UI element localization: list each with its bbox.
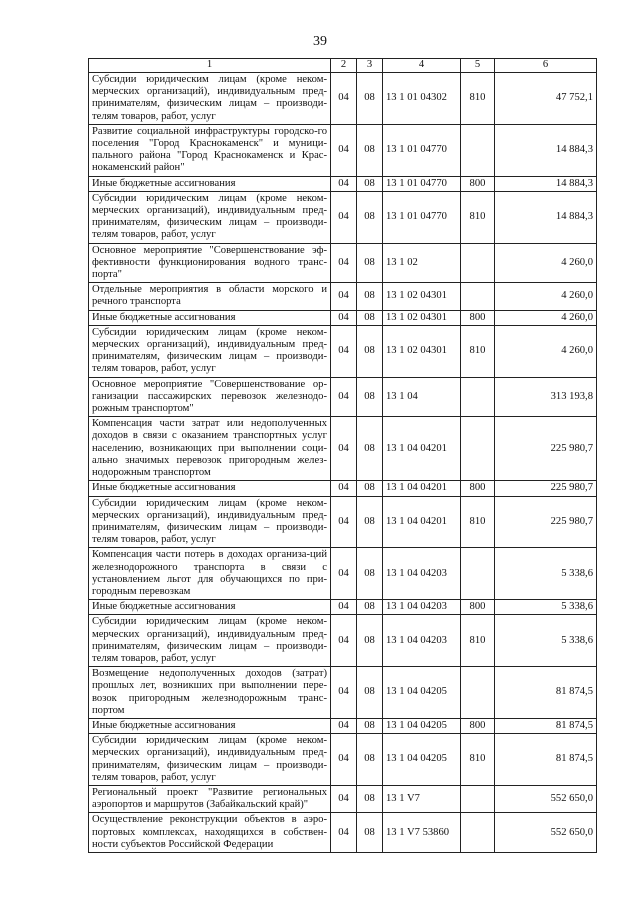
row-subsection: 08 — [357, 785, 383, 812]
row-section: 04 — [331, 481, 357, 496]
row-code: 13 1 04 04203 — [383, 615, 461, 667]
row-code: 13 1 04 — [383, 377, 461, 417]
row-amount: 81 874,5 — [495, 667, 597, 719]
row-amount: 225 980,7 — [495, 496, 597, 548]
row-section: 04 — [331, 283, 357, 310]
row-section: 04 — [331, 718, 357, 733]
row-expense-type: 800 — [461, 310, 495, 325]
row-section: 04 — [331, 600, 357, 615]
row-code: 13 1 04 04205 — [383, 718, 461, 733]
row-code: 13 1 04 04205 — [383, 667, 461, 719]
row-section: 04 — [331, 417, 357, 481]
header-col-5: 5 — [461, 59, 495, 73]
row-section: 04 — [331, 377, 357, 417]
row-expense-type: 810 — [461, 191, 495, 243]
row-amount: 4 260,0 — [495, 325, 597, 377]
row-amount: 4 260,0 — [495, 283, 597, 310]
row-section: 04 — [331, 310, 357, 325]
row-name: Компенсация части потерь в доходах организа-ций железнодорожного транспорта в связи с установлением льгот для обучающихся по при-городным перевозкам — [89, 548, 331, 600]
row-amount: 5 338,6 — [495, 600, 597, 615]
row-name: Иные бюджетные ассигнования — [89, 718, 331, 733]
row-name: Иные бюджетные ассигнования — [89, 176, 331, 191]
row-expense-type — [461, 417, 495, 481]
row-expense-type: 810 — [461, 325, 495, 377]
row-amount: 225 980,7 — [495, 481, 597, 496]
row-section: 04 — [331, 615, 357, 667]
row-subsection: 08 — [357, 667, 383, 719]
row-expense-type — [461, 283, 495, 310]
row-subsection: 08 — [357, 310, 383, 325]
row-name: Субсидии юридическим лицам (кроме неком-мерческих организаций), индивидуальным пред-принимателям, физическим лицам – производи-телям товаров, работ, услуг — [89, 191, 331, 243]
row-code: 13 1 04 04205 — [383, 734, 461, 786]
table-row — [89, 785, 597, 812]
row-section: 04 — [331, 785, 357, 812]
row-section: 04 — [331, 325, 357, 377]
row-subsection: 08 — [357, 176, 383, 191]
header-col-6: 6 — [495, 59, 597, 73]
row-name: Иные бюджетные ассигнования — [89, 481, 331, 496]
table-row — [89, 600, 597, 615]
row-expense-type — [461, 124, 495, 176]
row-expense-type: 810 — [461, 734, 495, 786]
row-name: Иные бюджетные ассигнования — [89, 600, 331, 615]
row-section: 04 — [331, 124, 357, 176]
row-code: 13 1 02 04301 — [383, 310, 461, 325]
row-section: 04 — [331, 73, 357, 125]
table-row — [89, 191, 597, 243]
row-subsection: 08 — [357, 73, 383, 125]
header-col-2: 2 — [331, 59, 357, 73]
row-code: 13 1 02 04301 — [383, 283, 461, 310]
row-expense-type: 800 — [461, 176, 495, 191]
row-subsection: 08 — [357, 496, 383, 548]
row-expense-type: 810 — [461, 615, 495, 667]
row-amount: 14 884,3 — [495, 124, 597, 176]
row-name: Развитие социальной инфраструктуры городско-го поселения "Город Краснокаменск" и муници-пального района "Город Краснокаменск и Крас-нокаменский район" — [89, 124, 331, 176]
row-name: Субсидии юридическим лицам (кроме неком-мерческих организаций), индивидуальным пред-принимателям, физическим лицам – производи-телям товаров, работ, услуг — [89, 325, 331, 377]
row-name: Субсидии юридическим лицам (кроме неком-мерческих организаций), индивидуальным пред-принимателям, физическим лицам – производи-телям товаров, работ, услуг — [89, 615, 331, 667]
row-expense-type — [461, 377, 495, 417]
row-code: 13 1 04 04201 — [383, 417, 461, 481]
table-row — [89, 496, 597, 548]
row-amount: 4 260,0 — [495, 243, 597, 283]
row-name: Субсидии юридическим лицам (кроме неком-мерческих организаций), индивидуальным пред-принимателям, физическим лицам – производи-телям товаров, работ, услуг — [89, 73, 331, 125]
row-code: 13 1 02 04301 — [383, 325, 461, 377]
table-row — [89, 243, 597, 283]
row-name: Осуществление реконструкции объектов в аэро-портовых комплексах, находящихся в собствен-ности субъектов Российской Федерации — [89, 813, 331, 853]
row-subsection: 08 — [357, 417, 383, 481]
row-section: 04 — [331, 548, 357, 600]
row-amount: 14 884,3 — [495, 191, 597, 243]
table-row — [89, 325, 597, 377]
row-amount: 552 650,0 — [495, 785, 597, 812]
row-expense-type: 800 — [461, 718, 495, 733]
row-name: Отдельные мероприятия в области морского и речного транспорта — [89, 283, 331, 310]
row-section: 04 — [331, 176, 357, 191]
page-number: 39 — [313, 34, 327, 49]
row-expense-type — [461, 548, 495, 600]
header-col-4: 4 — [383, 59, 461, 73]
row-code: 13 1 01 04770 — [383, 191, 461, 243]
table-row — [89, 124, 597, 176]
table-row — [89, 176, 597, 191]
row-amount: 47 752,1 — [495, 73, 597, 125]
row-amount: 552 650,0 — [495, 813, 597, 853]
row-code: 13 1 01 04770 — [383, 176, 461, 191]
header-col-1: 1 — [89, 59, 331, 73]
row-section: 04 — [331, 191, 357, 243]
table-row — [89, 310, 597, 325]
row-section: 04 — [331, 734, 357, 786]
row-subsection: 08 — [357, 481, 383, 496]
table-row — [89, 734, 597, 786]
table-row — [89, 417, 597, 481]
table-row — [89, 548, 597, 600]
row-amount: 81 874,5 — [495, 718, 597, 733]
table-row — [89, 73, 597, 125]
row-amount: 5 338,6 — [495, 615, 597, 667]
budget-table — [88, 58, 597, 853]
row-name: Основное мероприятие "Совершенствование ор-ганизации пассажирских перевозок железнодо-рожным транспортом" — [89, 377, 331, 417]
row-subsection: 08 — [357, 191, 383, 243]
row-subsection: 08 — [357, 548, 383, 600]
row-subsection: 08 — [357, 813, 383, 853]
row-name: Субсидии юридическим лицам (кроме неком-мерческих организаций), индивидуальным пред-принимателям, физическим лицам – производи-телям товаров, работ, услуг — [89, 734, 331, 786]
row-expense-type: 810 — [461, 496, 495, 548]
row-name: Основное мероприятие "Совершенствование эф-фективности функционирования водного транс-порта" — [89, 243, 331, 283]
row-code: 13 1 02 — [383, 243, 461, 283]
row-expense-type: 800 — [461, 600, 495, 615]
row-code: 13 1 04 04201 — [383, 496, 461, 548]
row-subsection: 08 — [357, 243, 383, 283]
row-section: 04 — [331, 667, 357, 719]
row-amount: 14 884,3 — [495, 176, 597, 191]
row-code: 13 1 V7 53860 — [383, 813, 461, 853]
row-subsection: 08 — [357, 615, 383, 667]
row-amount: 5 338,6 — [495, 548, 597, 600]
header-row — [89, 59, 597, 73]
row-expense-type — [461, 813, 495, 853]
row-subsection: 08 — [357, 283, 383, 310]
row-section: 04 — [331, 243, 357, 283]
row-subsection: 08 — [357, 734, 383, 786]
table-row — [89, 283, 597, 310]
row-code: 13 1 V7 — [383, 785, 461, 812]
table-row — [89, 481, 597, 496]
row-expense-type — [461, 785, 495, 812]
row-section: 04 — [331, 496, 357, 548]
row-name: Иные бюджетные ассигнования — [89, 310, 331, 325]
row-amount: 313 193,8 — [495, 377, 597, 417]
row-section: 04 — [331, 813, 357, 853]
table-row — [89, 615, 597, 667]
table-row — [89, 667, 597, 719]
row-code: 13 1 04 04203 — [383, 600, 461, 615]
row-expense-type: 800 — [461, 481, 495, 496]
table-row — [89, 377, 597, 417]
row-name: Компенсация части затрат или недополученных доходов в связи с оказанием транспортных услуг населению, возникающих при выполнении соци-ально значимых перевозок пригородным желез-нодорожным транспортом — [89, 417, 331, 481]
row-expense-type — [461, 243, 495, 283]
row-expense-type: 810 — [461, 73, 495, 125]
row-code: 13 1 01 04302 — [383, 73, 461, 125]
row-subsection: 08 — [357, 325, 383, 377]
row-subsection: 08 — [357, 718, 383, 733]
row-code: 13 1 01 04770 — [383, 124, 461, 176]
row-amount: 81 874,5 — [495, 734, 597, 786]
row-subsection: 08 — [357, 124, 383, 176]
row-name: Региональный проект "Развитие региональных аэропортов и маршрутов (Забайкальский край)" — [89, 785, 331, 812]
row-code: 13 1 04 04201 — [383, 481, 461, 496]
row-name: Возмещение недополученных доходов (затрат) прошлых лет, возникших при выполнении пере-возок пригородным железнодорожным транс-портом — [89, 667, 331, 719]
row-name: Субсидии юридическим лицам (кроме неком-мерческих организаций), индивидуальным пред-принимателям, физическим лицам – производи-телям товаров, работ, услуг — [89, 496, 331, 548]
table-row — [89, 813, 597, 853]
row-subsection: 08 — [357, 377, 383, 417]
row-code: 13 1 04 04203 — [383, 548, 461, 600]
header-col-3: 3 — [357, 59, 383, 73]
row-amount: 225 980,7 — [495, 417, 597, 481]
row-amount: 4 260,0 — [495, 310, 597, 325]
row-subsection: 08 — [357, 600, 383, 615]
row-expense-type — [461, 667, 495, 719]
table-row — [89, 718, 597, 733]
